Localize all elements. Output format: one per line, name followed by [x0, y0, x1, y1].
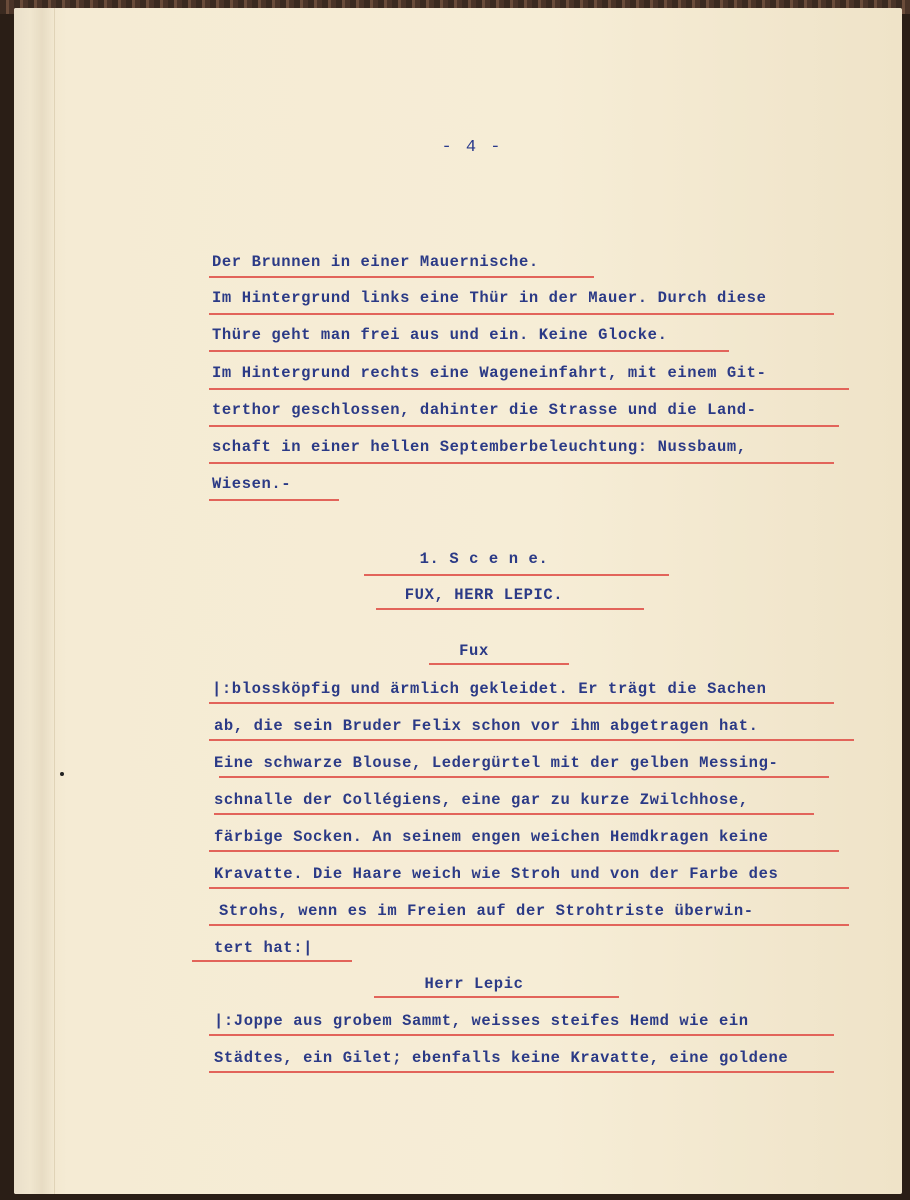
document-page	[14, 8, 902, 1194]
red-underline	[219, 776, 829, 778]
red-underline	[374, 996, 619, 998]
stage-direction-line: terthor geschlossen, dahinter die Strasse und die Land-	[212, 401, 757, 419]
character-description-line: Strohs, wenn es im Freien auf der Strohtriste überwin-	[219, 902, 754, 920]
red-underline	[209, 388, 849, 390]
character-description-line: |:blossköpfig und ärmlich gekleidet. Er trägt die Sachen	[212, 680, 767, 698]
character-description-line: Eine schwarze Blouse, Ledergürtel mit der gelben Messing-	[214, 754, 779, 772]
red-underline	[209, 350, 729, 352]
character-description-line: ab, die sein Bruder Felix schon vor ihm abgetragen hat.	[214, 717, 759, 735]
stage-direction-line: Wiesen.-	[212, 475, 292, 493]
red-underline	[209, 499, 339, 501]
red-underline	[209, 739, 854, 741]
character-description-line: tert hat:|	[214, 939, 314, 957]
red-underline	[429, 663, 569, 665]
stage-direction-line: Im Hintergrund links eine Thür in der Mauer. Durch diese	[212, 289, 767, 307]
page-number: - 4 -	[441, 138, 503, 157]
red-underline	[209, 462, 834, 464]
red-underline	[209, 313, 834, 315]
character-name-fux: Fux	[459, 642, 489, 660]
red-underline	[214, 813, 814, 815]
character-description-line: Städtes, ein Gilet; ebenfalls keine Kravatte, eine goldene	[214, 1049, 789, 1067]
character-description-line: färbige Socken. An seinem engen weichen Hemdkragen keine	[214, 828, 769, 846]
red-underline	[364, 574, 669, 576]
page-gutter	[14, 8, 55, 1194]
stage-direction-line: Im Hintergrund rechts eine Wageneinfahrt, mit einem Git-	[212, 364, 767, 382]
red-underline	[209, 887, 849, 889]
scene-characters: FUX, HERR LEPIC.	[404, 586, 564, 604]
character-description-line: |:Joppe aus grobem Sammt, weisses steifes Hemd wie ein	[214, 1012, 749, 1030]
red-underline	[209, 1034, 834, 1036]
character-description-line: schnalle der Collégiens, eine gar zu kurze Zwilchhose,	[214, 791, 749, 809]
red-underline	[209, 702, 834, 704]
ink-spot	[60, 772, 64, 776]
red-underline	[209, 276, 594, 278]
scene-heading: 1. S c e n e.	[419, 550, 549, 568]
character-name-lepic: Herr Lepic	[424, 975, 524, 993]
stage-direction-line: Thüre geht man frei aus und ein. Keine Glocke.	[212, 326, 668, 344]
red-underline	[209, 1071, 834, 1073]
red-underline	[376, 608, 644, 610]
red-underline	[192, 960, 352, 962]
red-underline	[209, 924, 849, 926]
stage-direction-line: schaft in einer hellen Septemberbeleuchtung: Nussbaum,	[212, 438, 747, 456]
red-underline	[209, 425, 839, 427]
character-description-line: Kravatte. Die Haare weich wie Stroh und von der Farbe des	[214, 865, 779, 883]
stage-direction-line: Der Brunnen in einer Mauernische.	[212, 253, 539, 271]
red-underline	[209, 850, 839, 852]
